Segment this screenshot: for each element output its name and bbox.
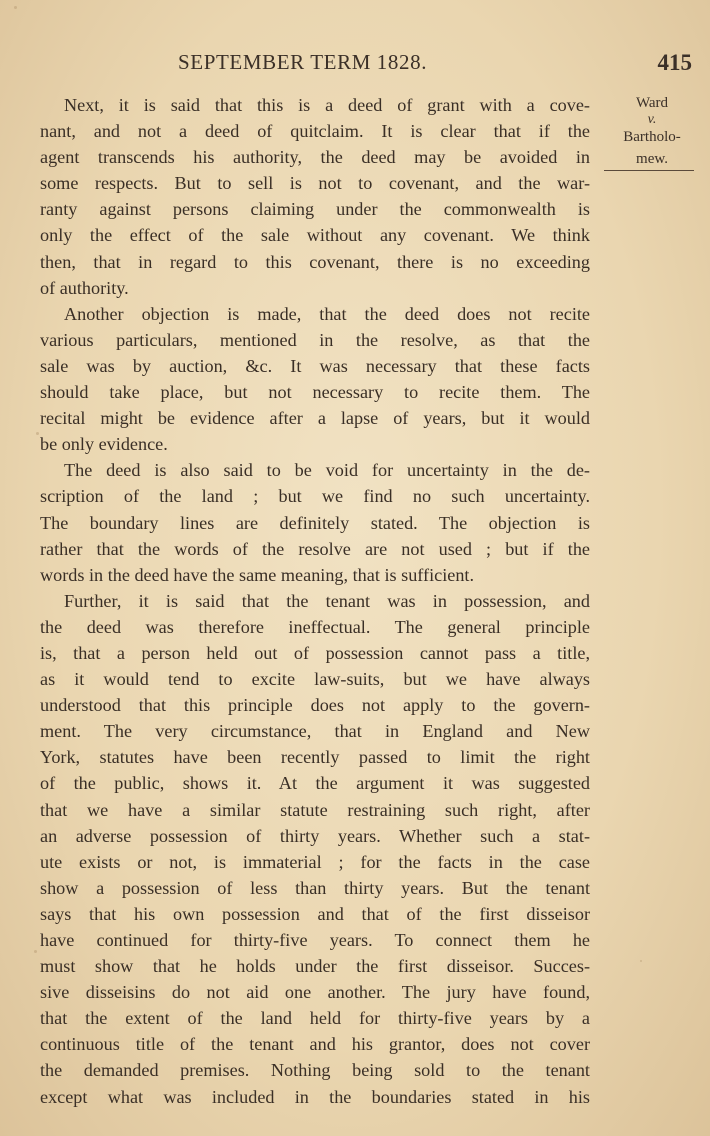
text-line: sale was by auction, &c. It was necessary that these facts <box>40 355 590 376</box>
text-line: the demanded premises. Nothing being sold to the tenant <box>40 1060 590 1081</box>
page-header <box>0 50 710 80</box>
text-line: continuous title of the tenant and his grantor, does not cover <box>40 1034 590 1055</box>
text-line: that we have a similar statute restraining such right, after <box>40 799 590 820</box>
text-line: be only evidence. <box>40 434 168 455</box>
margin-note-defendant-part1: Bartholo- <box>623 129 681 145</box>
text-line: an adverse possession of thirty years. Whether such a stat- <box>40 825 590 846</box>
text-line: show a possession of less than thirty years. But the tenant <box>40 877 590 898</box>
text-line: York, statutes have been recently passed to limit the right <box>40 747 590 768</box>
text-line: Another objection is made, that the deed does not recite <box>64 303 590 324</box>
page-number: 415 <box>657 50 692 75</box>
text-line: ute exists or not, is immaterial ; for the facts in the case <box>40 851 590 872</box>
paper-speck <box>14 6 17 9</box>
text-line: have continued for thirty-five years. To connect them he <box>40 930 590 950</box>
text-line: agent transcends his authority, the deed may be avoided in <box>40 147 590 168</box>
paragraph-1 <box>40 92 590 301</box>
body-text <box>40 92 590 1110</box>
text-line: as it would tend to excite law-suits, but we have always <box>40 669 590 690</box>
text-line: scription of the land ; but we find no such uncertainty. <box>40 486 590 507</box>
text-line: of the public, shows it. At the argument it was suggested <box>40 773 590 794</box>
text-line: should take place, but not necessary to recite them. The <box>40 382 590 403</box>
text-line: recital might be evidence after a lapse of years, but it would <box>40 408 590 429</box>
text-line: the deed was therefore ineffectual. The general principle <box>40 616 590 637</box>
text-line: The boundary lines are definitely stated. The objection is <box>40 512 590 533</box>
margin-rule <box>604 170 694 171</box>
margin-note-defendant-part2: mew. <box>636 151 668 167</box>
text-line: only the effect of the sale without any covenant. We think <box>40 225 590 246</box>
margin-note-versus: v. <box>647 112 657 127</box>
paper-speck <box>36 432 39 435</box>
text-line: words in the deed have the same meaning, that is sufficient. <box>40 564 475 585</box>
text-line: except what was included in the boundaries stated in his <box>40 1086 590 1107</box>
margin-note-plaintiff: Ward <box>635 95 669 111</box>
text-line: then, that in regard to this covenant, there is no exceeding <box>40 251 590 272</box>
text-line: must show that he holds under the first disseisor. Succes- <box>40 956 590 977</box>
text-line: that the extent of the land held for thirty-five years by a <box>40 1008 590 1029</box>
text-line: nant, and not a deed of quitclaim. It is clear that if the <box>40 121 590 142</box>
running-title: SEPTEMBER TERM 1828. <box>178 50 428 74</box>
text-line: sive disseisins do not aid one another. The jury have found, <box>40 982 590 1003</box>
text-line: of authority. <box>40 277 129 298</box>
paragraph-4 <box>40 588 590 1110</box>
case-margin-note <box>612 92 692 170</box>
text-line: says that his own possession and that of the first disseisor <box>40 903 590 924</box>
text-line: various particulars, mentioned in the resolve, as that the <box>40 329 590 350</box>
text-line: Next, it is said that this is a deed of grant with a cove- <box>64 95 590 115</box>
text-line: is, that a person held out of possession cannot pass a title, <box>40 642 590 663</box>
text-line: ranty against persons claiming under the commonwealth is <box>40 199 590 220</box>
text-line: Further, it is said that the tenant was in possession, and <box>64 590 590 611</box>
text-line: The deed is also said to be void for uncertainty in the de- <box>64 460 590 481</box>
paper-speck <box>34 950 37 953</box>
paragraph-3 <box>40 457 590 587</box>
text-line: understood that this principle does not apply to the govern- <box>40 695 590 716</box>
text-line: rather that the words of the resolve are not used ; but if the <box>40 538 590 559</box>
paper-speck <box>640 960 642 962</box>
text-line: some respects. But to sell is not to covenant, and the war- <box>40 173 590 194</box>
text-line: ment. The very circumstance, that in England and New <box>40 721 590 742</box>
paragraph-2 <box>40 301 590 458</box>
